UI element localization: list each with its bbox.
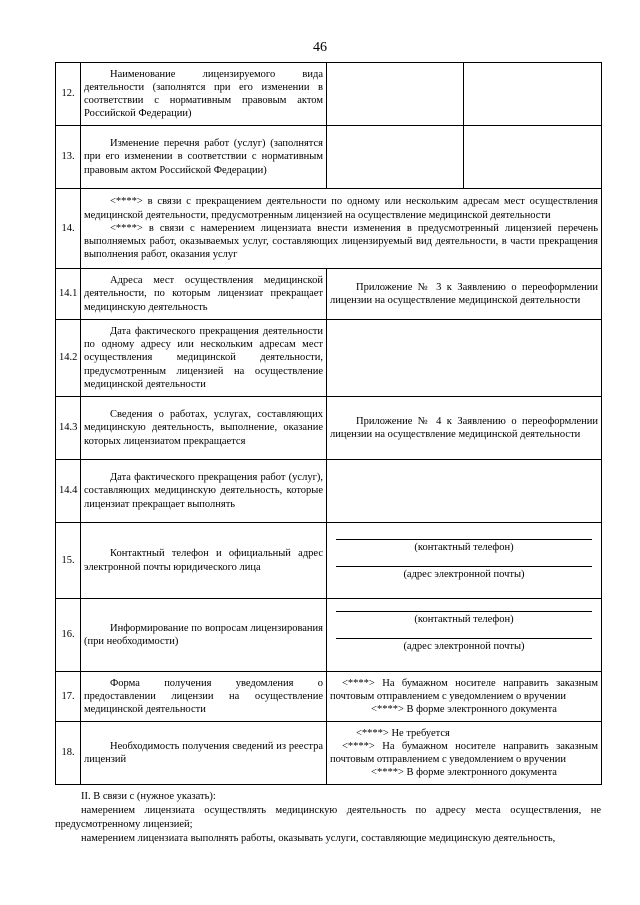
row-value: Приложение № 4 к Заявлению о переоформлении лицензии на осуществление медицинской деятельности — [330, 415, 598, 440]
row-14-3 — [56, 397, 602, 460]
row-14-2 — [56, 320, 602, 397]
row-number: 14.3 — [56, 397, 81, 460]
option-electronic[interactable]: <****> В форме электронного документа — [371, 767, 557, 779]
row-number: 14.2 — [56, 320, 81, 397]
row-number: 17. — [56, 672, 81, 722]
row-13 — [56, 126, 602, 189]
option-electronic[interactable]: <****> В форме электронного документа — [371, 704, 557, 716]
row-label: Дата фактического прекращения работ (услуг), составляющих медицинскую деятельность, которые лицензиат прекращает выполнять — [84, 472, 323, 510]
phone-field[interactable]: (контактный телефон) — [336, 539, 592, 554]
row-label: Адреса мест осуществления медицинской деятельности, по которым лицензиат прекращает медицинскую деятельность — [84, 275, 323, 313]
row-label: Дата фактического прекращения деятельности по одному адресу или нескольким адресам мест осуществления медицинской деятельности, предусмотренным лицензией на осуществление медицинской деятельности — [84, 325, 323, 390]
row-14-1 — [56, 269, 602, 320]
row-14 — [56, 189, 602, 269]
row-number: 13. — [56, 126, 81, 189]
row-label: Изменение перечня работ (услуг) (заполнятся при его изменении в соответствии с нормативным правовым актом Российской Федерации) — [84, 138, 323, 176]
row-label: Наименование лицензируемого вида деятельности (заполнятся при его изменении в соответствии с нормативным правовым актом Российской Федерации) — [84, 68, 323, 120]
row-number: 18. — [56, 722, 81, 785]
footer — [55, 790, 601, 846]
row-label: Сведения о работах, услугах, составляющих медицинскую деятельность, выполнение, оказание которых лицензиатом прекращается — [84, 409, 323, 447]
row-label: Контактный телефон и официальный адрес электронной почты юридического лица — [84, 548, 323, 573]
value-cell[interactable] — [464, 63, 602, 126]
row-label: Необходимость получения сведений из реестра лицензий — [84, 740, 323, 765]
row-14-text-1: <****> в связи с прекращением деятельности по одному или нескольким адресам мест осуществления медицинской деятельности, предусмотренным лицензией на осуществление медицинской деятельности — [84, 196, 598, 221]
row-12 — [56, 63, 602, 126]
row-label: Форма получения уведомления о предоставлении лицензии на осуществление медицинской деятельности — [84, 677, 323, 716]
row-14-4 — [56, 460, 602, 523]
footer-line-2: намерением лицензиата выполнять работы, оказывать услуги, составляющие медицинскую деятельность, — [81, 833, 556, 844]
email-field[interactable]: (адрес электронной почты) — [336, 638, 592, 653]
form-table — [55, 62, 602, 785]
row-17 — [56, 672, 602, 722]
email-field[interactable]: (адрес электронной почты) — [336, 566, 592, 581]
row-15 — [56, 523, 602, 599]
row-number: 15. — [56, 523, 81, 599]
option-paper[interactable]: <****> На бумажном носителе направить заказным почтовым отправлением с уведомлением о вручении — [330, 740, 598, 765]
value-cell[interactable] — [327, 460, 602, 523]
row-14-text-2: <****> в связи с намерением лицензиата внести изменения в предусмотренный лицензией перечень выполняемых работ, оказываемых услуг, составляющих лицензируемый вид деятельности, в части прекращения выполнения работ, оказания услуг — [84, 222, 598, 261]
row-16 — [56, 599, 602, 672]
row-number: 16. — [56, 599, 81, 672]
phone-field[interactable]: (контактный телефон) — [336, 611, 592, 626]
page-number: 46 — [313, 40, 327, 55]
value-cell[interactable] — [464, 126, 602, 189]
row-number: 14.4 — [56, 460, 81, 523]
row-value: Приложение № 3 к Заявлению о переоформлении лицензии на осуществление медицинской деятельности — [330, 281, 598, 306]
footer-line-1: намерением лицензиата осуществлять медицинскую деятельность по адресу места осуществления, не предусмотренному лицензией; — [55, 805, 601, 830]
option-not-required[interactable]: <****> Не требуется — [356, 727, 450, 739]
row-label: Информирование по вопросам лицензирования (при необходимости) — [84, 622, 323, 647]
row-number: 14.1 — [56, 269, 81, 320]
footer-heading: II. В связи с (нужное указать): — [81, 791, 216, 802]
value-cell[interactable] — [327, 63, 464, 126]
option-paper[interactable]: <****> На бумажном носителе направить заказным почтовым отправлением с уведомлением о вручении — [330, 677, 598, 702]
row-number: 14. — [56, 189, 81, 269]
row-18 — [56, 722, 602, 785]
value-cell[interactable] — [327, 320, 602, 397]
row-number: 12. — [56, 63, 81, 126]
value-cell[interactable] — [327, 126, 464, 189]
